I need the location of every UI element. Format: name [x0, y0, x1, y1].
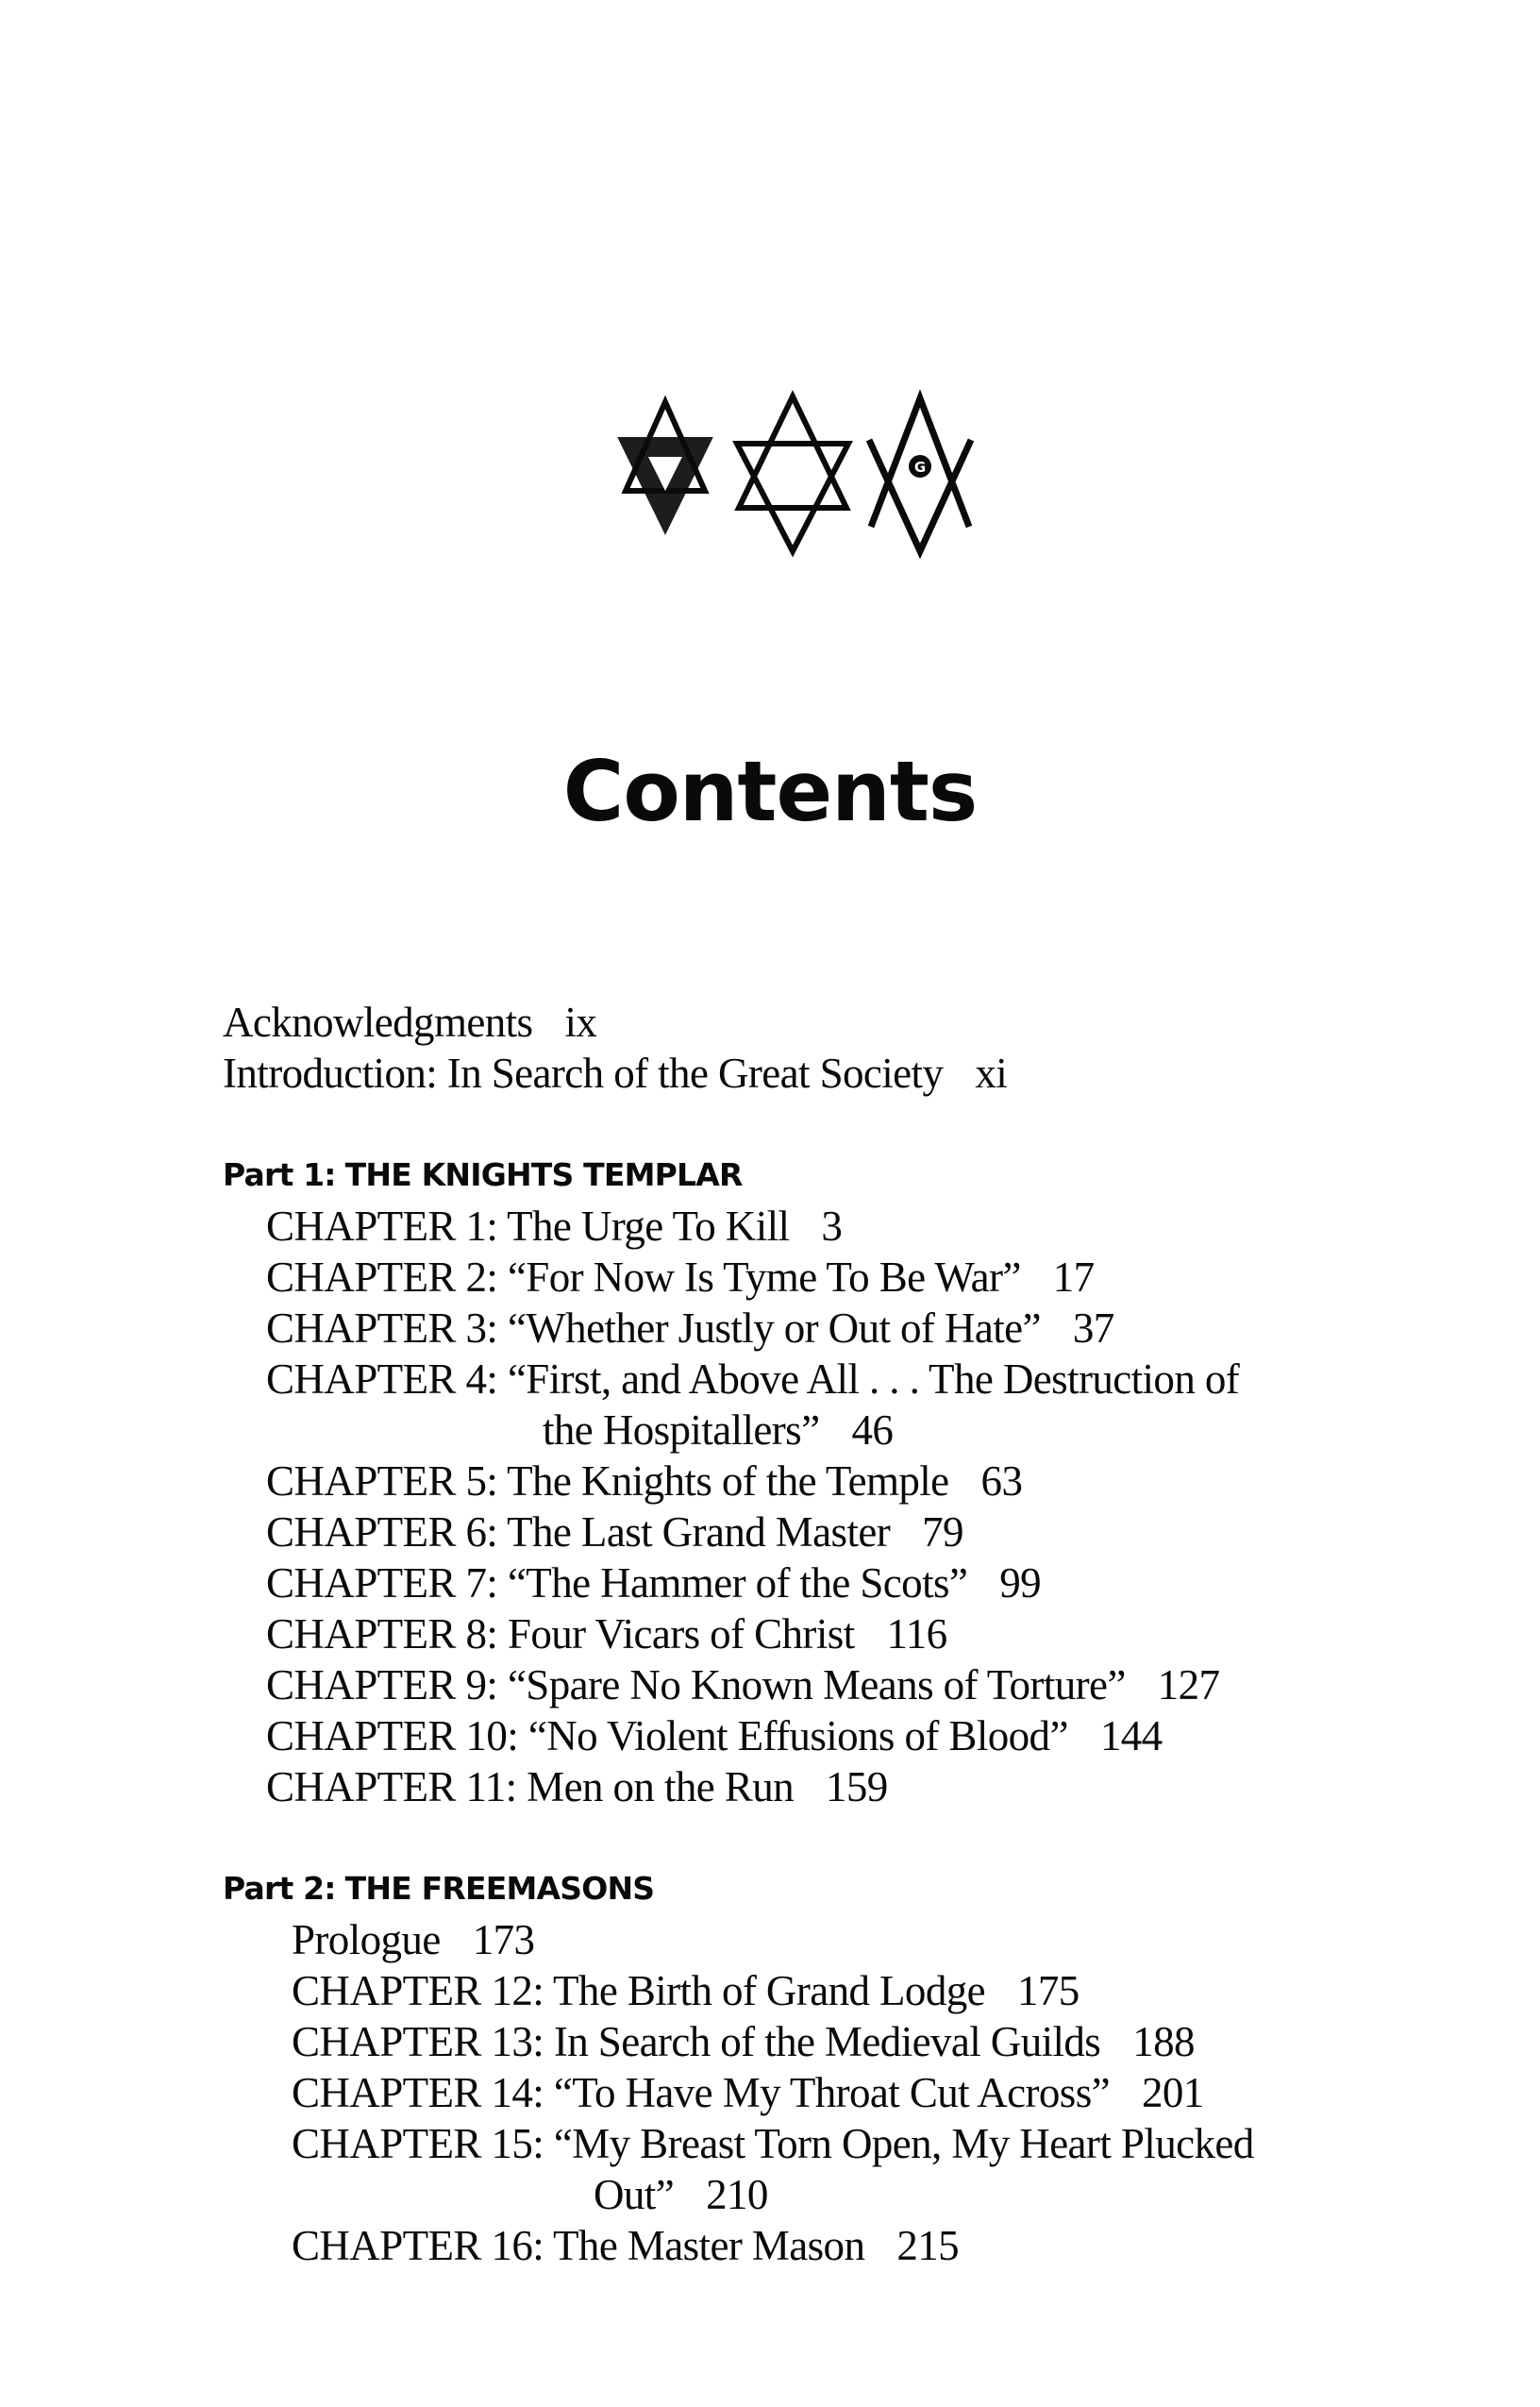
- chapter-title: Men on the Run: [527, 1763, 794, 1810]
- chapter-entry: [223, 1710, 1449, 1761]
- page-number: 173: [472, 1916, 535, 1963]
- chapter-entry-continued: [223, 2169, 1449, 2220]
- page-number: ix: [564, 999, 597, 1046]
- chapter-entry: [223, 1201, 1449, 1252]
- chapter-entry: [223, 2220, 1449, 2271]
- chapter-entry: [223, 1456, 1449, 1506]
- chapter-label: CHAPTER 11:: [266, 1763, 517, 1810]
- hexagram-icon: [622, 402, 709, 529]
- chapter-label: CHAPTER 9:: [266, 1661, 498, 1708]
- chapter-entry: [223, 2067, 1449, 2118]
- chapter-title: The Last Grand Master: [507, 1508, 891, 1556]
- part-name: THE KNIGHTS TEMPLAR: [344, 1156, 743, 1193]
- chapter-entry: [223, 2118, 1449, 2169]
- chapter-label: CHAPTER 6:: [266, 1508, 498, 1556]
- chapter-label: CHAPTER 4:: [266, 1355, 498, 1403]
- chapter-label: CHAPTER 12:: [292, 1967, 544, 2014]
- chapter-title: “Spare No Known Means of Torture”: [507, 1661, 1126, 1708]
- chapter-entry: [223, 1761, 1449, 1812]
- chapter-entry-continued: [223, 1405, 1449, 1456]
- chapter-label: CHAPTER 10:: [266, 1712, 519, 1759]
- page-number: 201: [1142, 2069, 1204, 2116]
- toc-entry: [223, 1914, 1449, 1965]
- page-number: 37: [1072, 1304, 1114, 1352]
- chapter-entry: [223, 2016, 1449, 2067]
- part-label: Part 1:: [223, 1156, 336, 1193]
- entry-title: Acknowledgments: [223, 999, 533, 1046]
- part-label: Part 2:: [223, 1870, 336, 1907]
- chapter-label: CHAPTER 7:: [266, 1559, 498, 1607]
- entry-title: Prologue: [292, 1916, 441, 1963]
- page-number: 159: [826, 1763, 888, 1810]
- chapter-title: “My Breast Torn Open, My Heart Plucked: [553, 2120, 1254, 2167]
- page-number: 210: [706, 2171, 768, 2218]
- chapter-title: The Urge To Kill: [507, 1203, 790, 1250]
- part-heading: [223, 1150, 1449, 1201]
- page-number: 175: [1017, 1967, 1080, 2014]
- chapter-label: CHAPTER 3:: [266, 1304, 498, 1352]
- chapter-title-continued: the Hospitallers”: [543, 1406, 820, 1454]
- chapter-title: “No Violent Effusions of Blood”: [527, 1712, 1068, 1759]
- part-name: THE FREEMASONS: [344, 1870, 655, 1907]
- page-number: xi: [975, 1050, 1008, 1097]
- page-number: 63: [980, 1457, 1023, 1505]
- page-number: 79: [922, 1508, 963, 1556]
- chapter-label: CHAPTER 8:: [266, 1610, 498, 1658]
- hexagram-icon: [737, 396, 848, 551]
- chapter-title: The Master Mason: [553, 2222, 865, 2269]
- emblem: [609, 385, 977, 574]
- chapter-entry: [223, 1303, 1449, 1354]
- chapter-title: In Search of the Medieval Guilds: [553, 2018, 1101, 2065]
- page-number: 99: [999, 1559, 1042, 1607]
- entry-title: Introduction: In Search of the Great Society: [223, 1050, 944, 1097]
- chapter-title: “First, and Above All . . . The Destruction of: [507, 1355, 1240, 1403]
- chapter-title: “To Have My Throat Cut Across”: [553, 2069, 1110, 2116]
- chapter-entry: [223, 1659, 1449, 1710]
- chapter-title: “Whether Justly or Out of Hate”: [507, 1304, 1041, 1352]
- emblem-graphic: [609, 385, 977, 574]
- page-number: 116: [886, 1610, 947, 1658]
- page-number: 144: [1099, 1712, 1163, 1759]
- chapter-label: CHAPTER 15:: [292, 2120, 544, 2167]
- spacer: [223, 1099, 1449, 1150]
- svg-text:G: G: [913, 459, 927, 476]
- page-number: 215: [896, 2222, 960, 2269]
- chapter-label: CHAPTER 13:: [292, 2018, 544, 2065]
- chapter-title-continued: Out”: [594, 2171, 675, 2218]
- toc-entry: [223, 1048, 1449, 1099]
- page-title: Contents: [562, 743, 978, 840]
- page-number: 17: [1052, 1254, 1095, 1301]
- chapter-entry: [223, 1965, 1449, 2016]
- spacer: [223, 1812, 1449, 1863]
- chapter-entry: [223, 1557, 1449, 1608]
- chapter-title: “For Now Is Tyme To Be War”: [507, 1254, 1021, 1301]
- chapter-label: CHAPTER 2:: [266, 1254, 498, 1301]
- chapter-entry: [223, 1252, 1449, 1303]
- chapter-label: CHAPTER 14:: [292, 2069, 544, 2116]
- chapter-title: The Knights of the Temple: [507, 1457, 949, 1505]
- square-and-compass-icon: [869, 398, 971, 551]
- chapter-title: “The Hammer of the Scots”: [507, 1559, 968, 1607]
- page-number: 3: [821, 1203, 843, 1250]
- page-number: 127: [1157, 1661, 1220, 1708]
- chapter-entry: [223, 1354, 1449, 1405]
- page-number: 188: [1132, 2018, 1195, 2065]
- chapter-label: CHAPTER 5:: [266, 1457, 498, 1505]
- chapter-title: Four Vicars of Christ: [507, 1610, 855, 1658]
- chapter-title: The Birth of Grand Lodge: [553, 1967, 985, 2014]
- page-number: 46: [851, 1406, 894, 1454]
- chapter-entry: [223, 1506, 1449, 1557]
- chapter-label: CHAPTER 1:: [266, 1203, 498, 1250]
- table-of-contents: [223, 997, 1449, 2271]
- chapter-entry: [223, 1608, 1449, 1659]
- toc-entry: [223, 997, 1449, 1048]
- part-heading: [223, 1863, 1449, 1914]
- chapter-label: CHAPTER 16:: [292, 2222, 544, 2269]
